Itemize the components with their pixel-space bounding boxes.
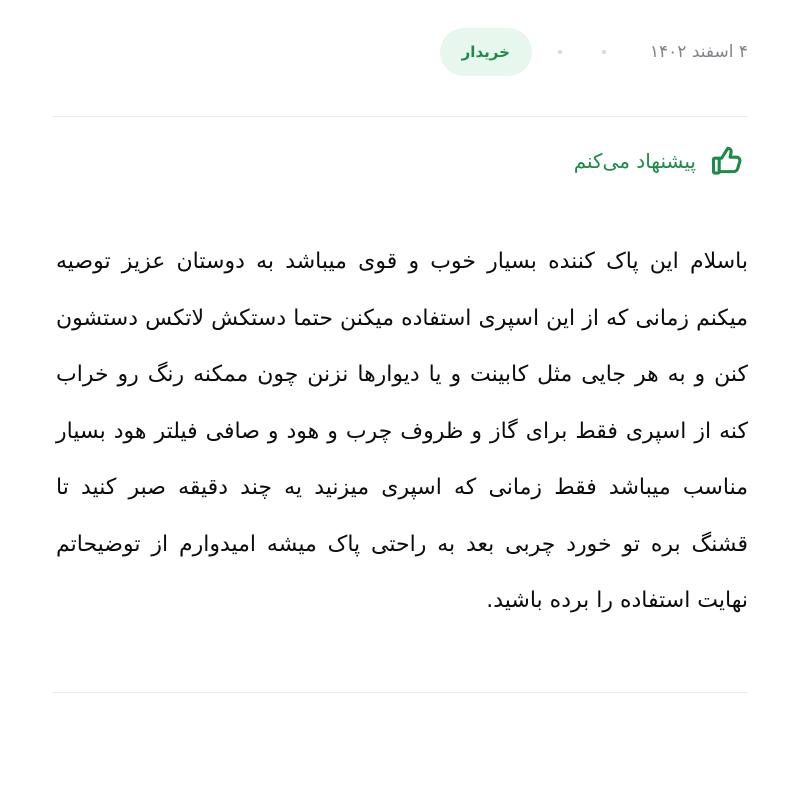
review-header bbox=[52, 28, 748, 76]
thumbs-up-icon bbox=[710, 144, 744, 178]
review-body: باسلام این پاک کننده بسیار خوب و قوی میباشد به دوستان عزیز توصیه میکنم زمانی که از این اسپری استفاده میکنن حتما دستکش لاتکس دستشون کنن و به هر جایی مثل کابینت و یا دیوارها نزنن چون ممکنه رنگ رو خراب کنه از اسپری فقط برای گاز و ظروف چرب و هود و صافی فیلتر هود بسیار مناسب میباشد فقط زمانی که اسپری میزنید یه چند دقیقه صبر کنید تا قشنگ بره تو خورد چربی بعد به راحتی پاک میشه امیدوارم از توضیحاتم نهایت استفاده را برده باشید. bbox=[56, 249, 748, 613]
separator-dot bbox=[558, 50, 562, 54]
recommendation-label: پیشنهاد می‌کنم bbox=[573, 149, 696, 173]
recommendation-row bbox=[574, 144, 744, 178]
top-divider bbox=[52, 116, 748, 117]
review-date: ۴ اسفند ۱۴۰۲ bbox=[649, 42, 748, 62]
separator-dots bbox=[558, 50, 606, 54]
separator-dot bbox=[602, 50, 606, 54]
bottom-divider bbox=[52, 692, 748, 693]
buyer-badge: خریدار bbox=[440, 28, 532, 76]
